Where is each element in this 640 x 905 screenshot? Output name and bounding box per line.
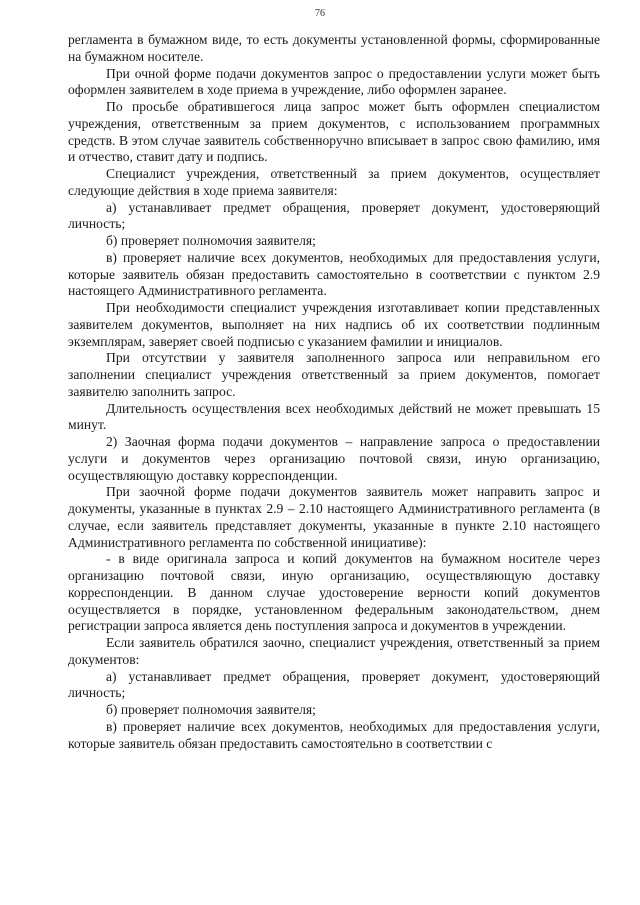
paragraph: По просьбе обратившегося лица запрос может быть оформлен специалистом учреждения, ответственным за прием документов, с использованием программных средств. В этом случае заявитель собственноручно вписывает в запрос свою фамилию, имя и отчество, ставит дату и подпись. xyxy=(68,99,600,165)
list-item: - в виде оригинала запроса и копий документов на бумажном носителе через организацию почтовой связи, иную организацию, осуществляющую доставку корреспонденции. В данном случае удостоверение верности копий документов осуществляется в порядке, установленном федеральным законодательством, днем регистрации запроса является день поступления запроса и документов в учреждении. xyxy=(68,551,600,634)
paragraph: При заочной форме подачи документов заявитель может направить запрос и документы, указанные в пунктах 2.9 – 2.10 настоящего Административного регламента (в случае, если заявитель представляет документы, указанные в пункте 2.10 настоящего Административного регламента по собственной инициативе): xyxy=(68,484,600,550)
list-item: б) проверяет полномочия заявителя; xyxy=(106,233,316,248)
paragraph: 2) Заочная форма подачи документов – направление запроса о предоставлении услуги и документов через организацию почтовой связи, иную организацию, осуществляющую доставку корреспонденции. xyxy=(68,434,600,483)
paragraph: Длительность осуществления всех необходимых действий не может превышать 15 минут. xyxy=(68,400,600,433)
page-number: 76 xyxy=(315,8,325,19)
paragraph: Специалист учреждения, ответственный за прием документов, осуществляет следующие действия в ходе приема заявителя: xyxy=(68,166,600,198)
body-text xyxy=(68,32,600,752)
paragraph: При очной форме подачи документов запрос о предоставлении услуги может быть оформлен заявителем в ходе приема в учреждение, либо оформлен заранее. xyxy=(68,65,600,98)
list-item: в) проверяет наличие всех документов, необходимых для предоставления услуги, которые заявитель обязан предоставить самостоятельно в соответствии с пунктом 2.9 настоящего Административного регламента. xyxy=(68,249,600,299)
paragraph: При отсутствии у заявителя заполненного запроса или неправильном его заполнении специалист учреждения ответственный за прием документов, помогает заявителю заполнить запрос. xyxy=(68,350,600,399)
list-item: а) устанавливает предмет обращения, проверяет документ, удостоверяющий личность; xyxy=(68,199,600,232)
list-item: а) устанавливает предмет обращения, проверяет документ, удостоверяющий личность; xyxy=(68,668,600,701)
list-item: б) проверяет полномочия заявителя; xyxy=(106,702,316,717)
paragraph-continuation: регламента в бумажном виде, то есть документы установленной формы, сформированные на бумажном носителе. xyxy=(68,32,600,64)
paragraph: При необходимости специалист учреждения изготавливает копии представленных заявителем документов, выполняет на них надпись об их соответствии подлинным экземплярам, заверяет своей подписью с указанием фамилии и инициалов. xyxy=(68,300,600,349)
list-item: в) проверяет наличие всех документов, необходимых для предоставления услуги, которые заявитель обязан предоставить самостоятельно в соответствии с xyxy=(68,718,600,751)
paragraph: Если заявитель обратился заочно, специалист учреждения, ответственный за прием документов: xyxy=(68,635,600,667)
